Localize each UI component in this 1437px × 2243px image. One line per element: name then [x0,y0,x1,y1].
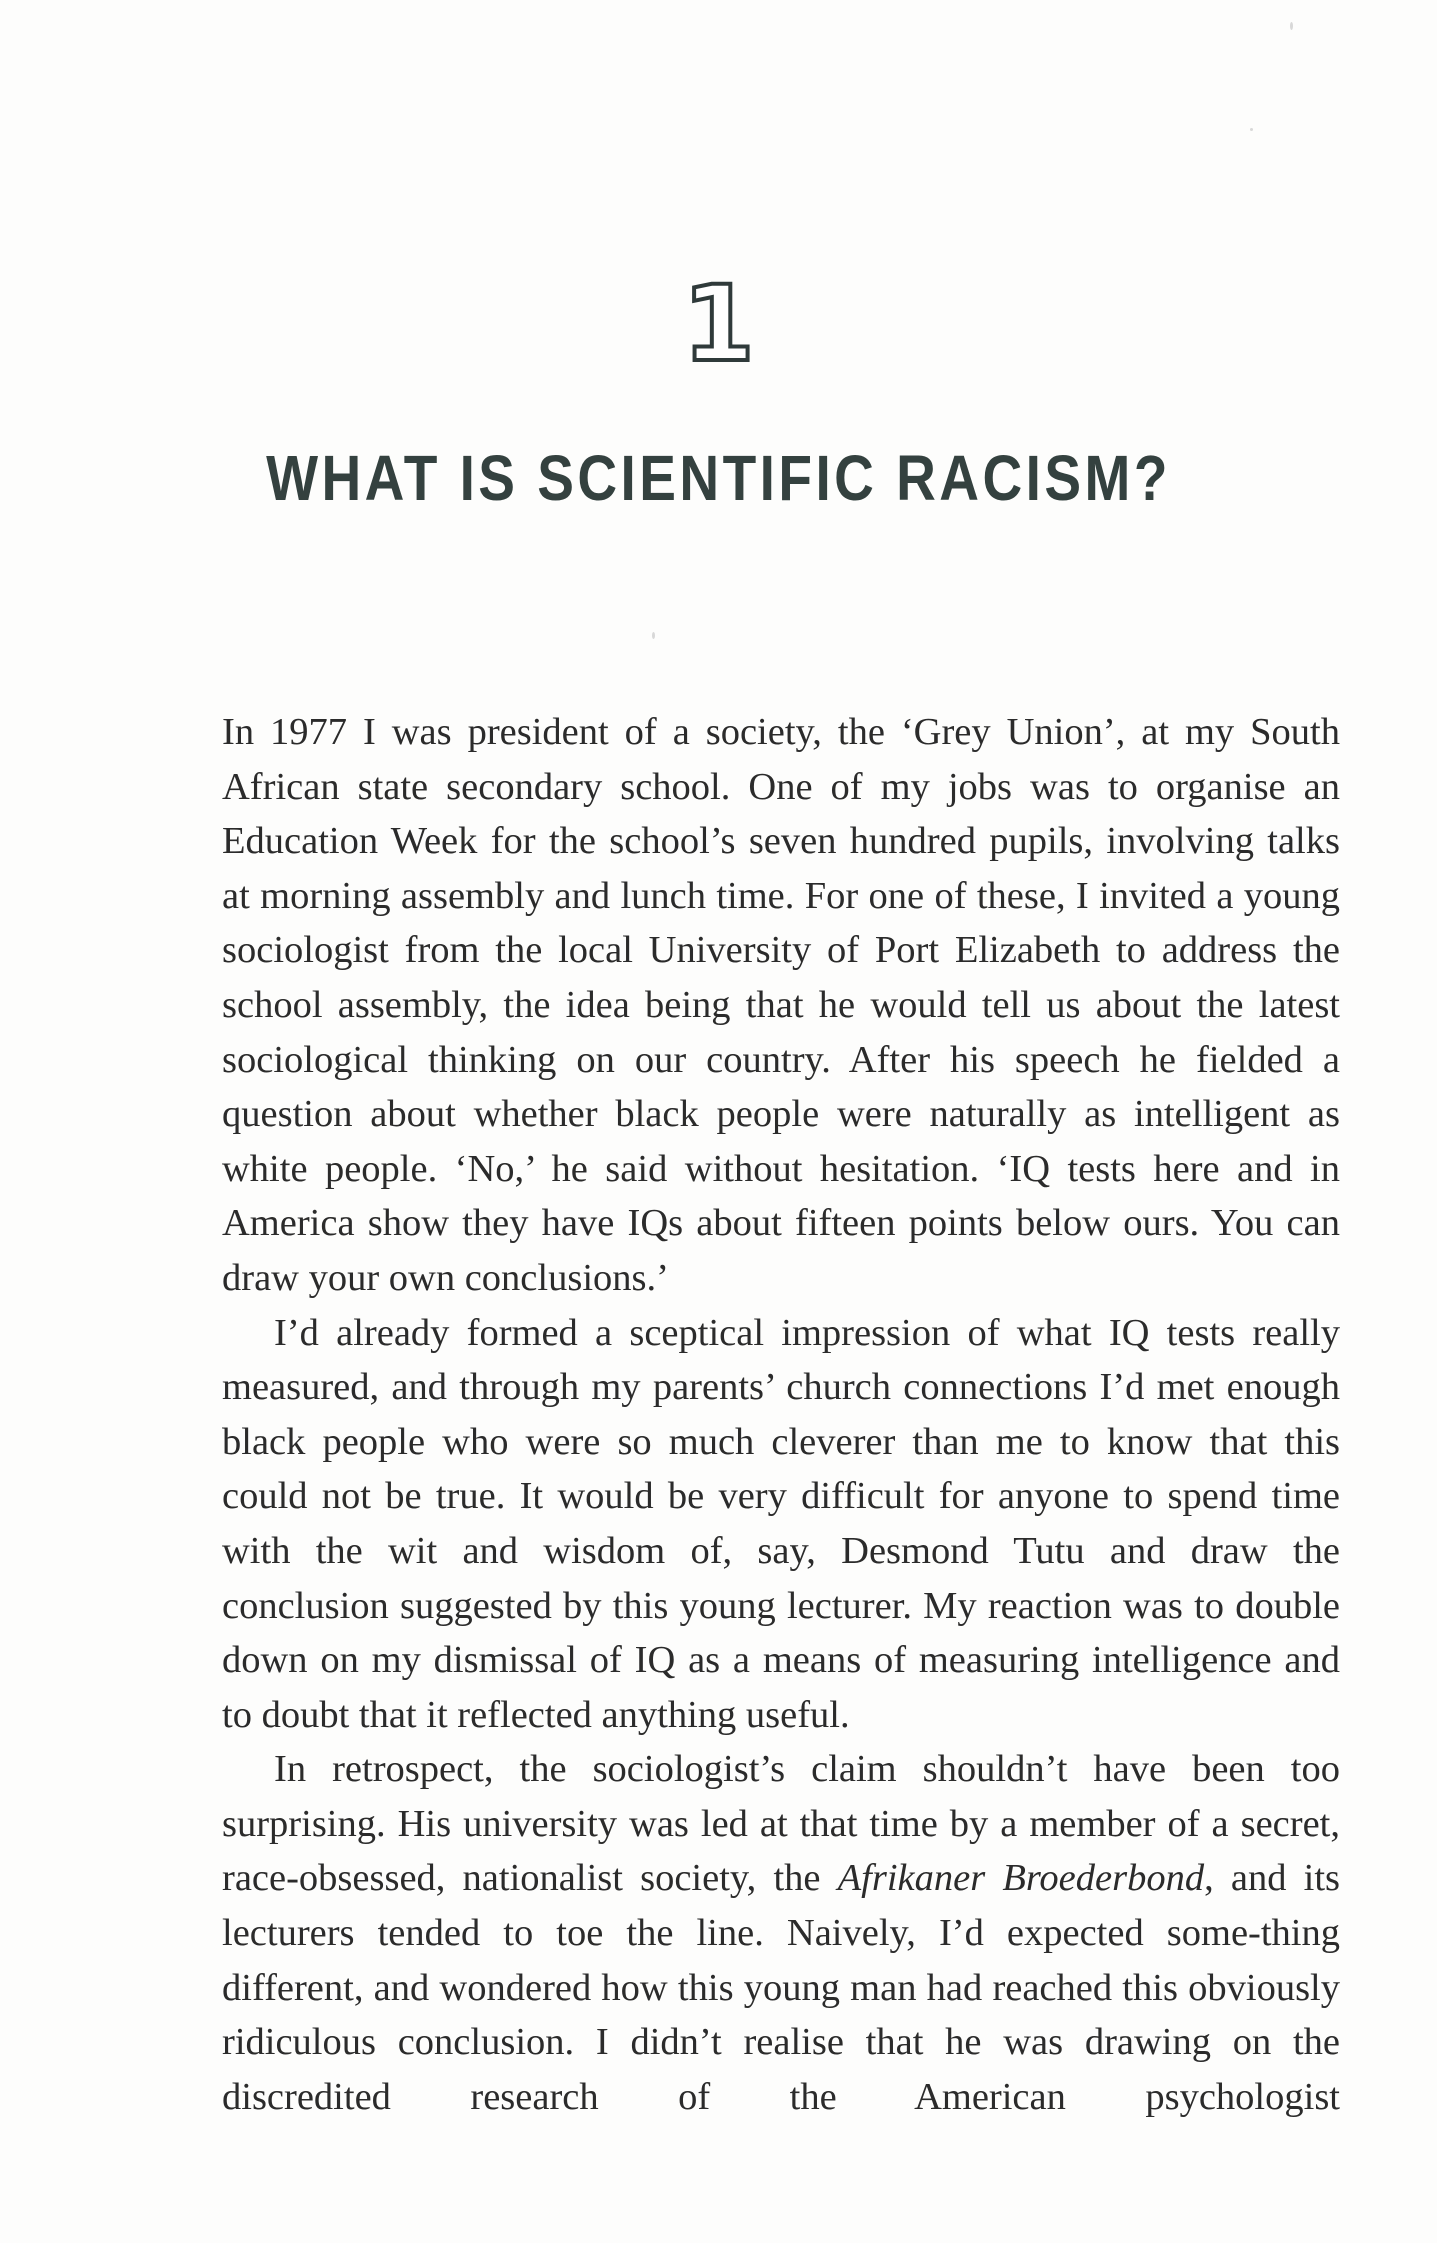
paragraph-2: I’d already formed a sceptical impression of what IQ tests really measured, and through my parents’ church connections I’d met enough black people who were so much cleverer than me to know that this could not be true. It would be very difficult for anyone to spend time with the wit and wisdom of, say, Desmond Tutu and draw the conclusion suggested by this young lecturer. My reaction was to double down on my dismissal of IQ as a means of measuring intelligence and to doubt that it reflected anything useful. [222,1311,1340,1736]
paragraph-3-end: , and its lecturers tended to toe the line. Naively, I’d expected some-thing different, and wondered how this young man had reached this obviously ridiculous conclusion. I didn’t realise that he was drawing on the discredited research of the American psychologist [222,1857,1340,2118]
chapter-body [222,705,1340,2124]
paragraph-3 [222,1742,1340,2124]
paragraph-1: In 1977 I was president of a society, the ‘Grey Union’, at my South African state secondary school. One of my jobs was to organise an Education Week for the school’s seven hundred pupils, involving talks at morning assembly and lunch time. For one of these, I invited a young sociologist from the local University of Port Elizabeth to address the school assembly, the idea being that he would tell us about the latest sociological thinking on our country. After his speech he fielded a question about whether black people were naturally as intelligent as white people. ‘No,’ he said without hesitation. ‘IQ tests here and in America show they have IQs about fifteen points below ours. You can draw your own conclusions.’ [222,711,1340,1299]
chapter-title: WHAT IS SCIENTIFIC RACISM? [266,442,1171,514]
scan-speck [1250,128,1253,131]
scan-speck [652,632,655,639]
chapter-number: 1 [682,263,755,385]
scan-speck [1290,22,1293,30]
italic-society-name: Afrikaner Broederbond [837,1857,1205,1900]
paragraph-3-start: In retrospect, the sociologist’s claim shouldn’t have been too surprising. His university was led at that time by a member of a secret, race-obsessed, nationalist society, the [222,1748,1340,1900]
